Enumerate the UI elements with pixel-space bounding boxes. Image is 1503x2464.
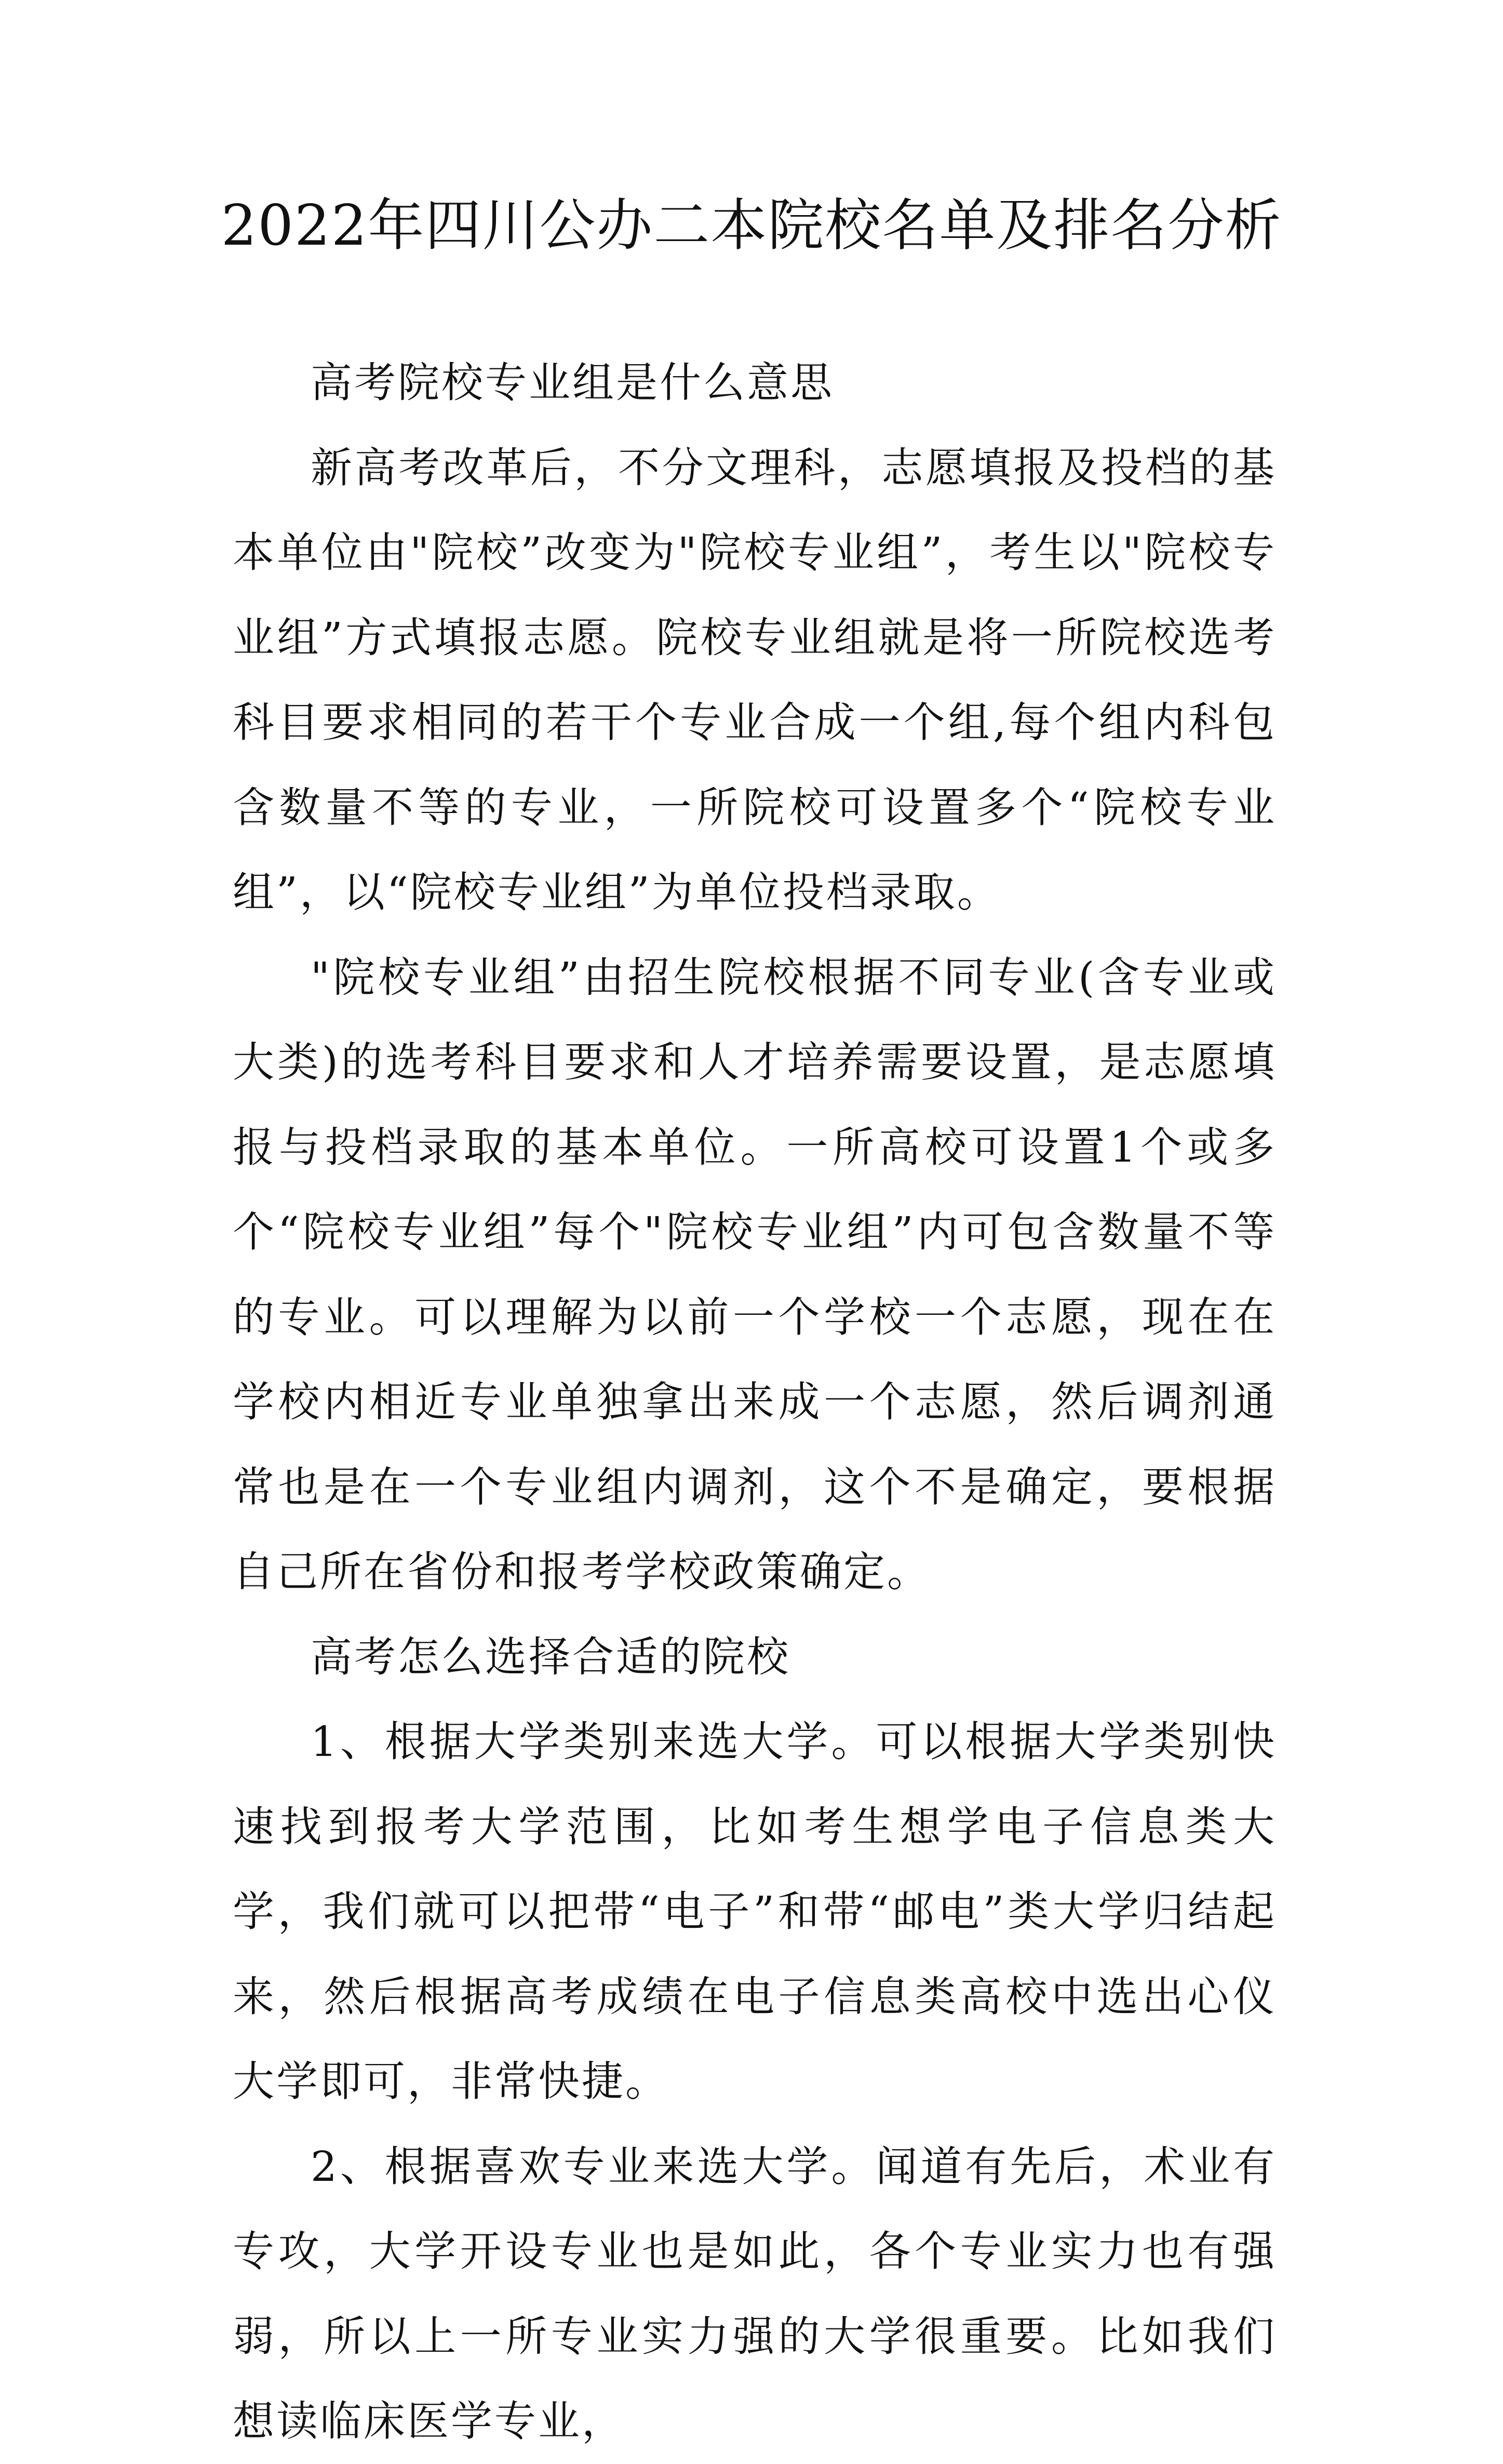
document-title: 2022年四川公办二本院校名单及排名分析 xyxy=(221,193,1282,258)
section-heading-professional-group: 高考院校专业组是什么意思 xyxy=(311,358,834,407)
document-body xyxy=(233,340,1277,2464)
paragraph-tip-category: 1、根据大学类别来选大学。可以根据大学类别快速找到报考大学范围，比如考生想学电子信息类大学，我们就可以把带“电子”和带“邮电”类大学归结起来，然后根据高考成绩在电子信息类高校中选出心仪大学即可，非常快捷。 xyxy=(233,1717,1277,2106)
paragraph-group-definition: "院校专业组”由招生院校根据不同专业(含专业或大类)的选考科目要求和人才培养需要设置，是志愿填报与投档录取的基本单位。一所高校可设置1个或多个“院校专业组”每个"院校专业组”内可包含数量不等的专业。可以理解为以前一个学校一个志愿，现在在学校内相近专业单独拿出来成一个志愿，然后调剂通常也是在一个专业组内调剂，这个不是确定，要根据自己所在省份和报考学校政策确定。 xyxy=(233,953,1277,1596)
paragraph-tip-major: 2、根据喜欢专业来选大学。闻道有先后，术业有专攻，大学开设专业也是如此，各个专业实力也有强弱，所以上一所专业实力强的大学很重要。比如我们想读临床医学专业， xyxy=(233,2142,1277,2445)
paragraph-reform: 新高考改革后，不分文理科，志愿填报及投档的基本单位由"院校”改变为"院校专业组”，考生以"院校专业组”方式填报志愿。院校专业组就是将一所院校选考科目要求相同的若干个专业合成一个组,每个组内科包含数量不等的专业，一所院校可设置多个“院校专业组”，以“院校专业组”为单位投档录取。 xyxy=(233,443,1277,916)
section-heading-choose-school: 高考怎么选择合适的院校 xyxy=(311,1632,790,1681)
